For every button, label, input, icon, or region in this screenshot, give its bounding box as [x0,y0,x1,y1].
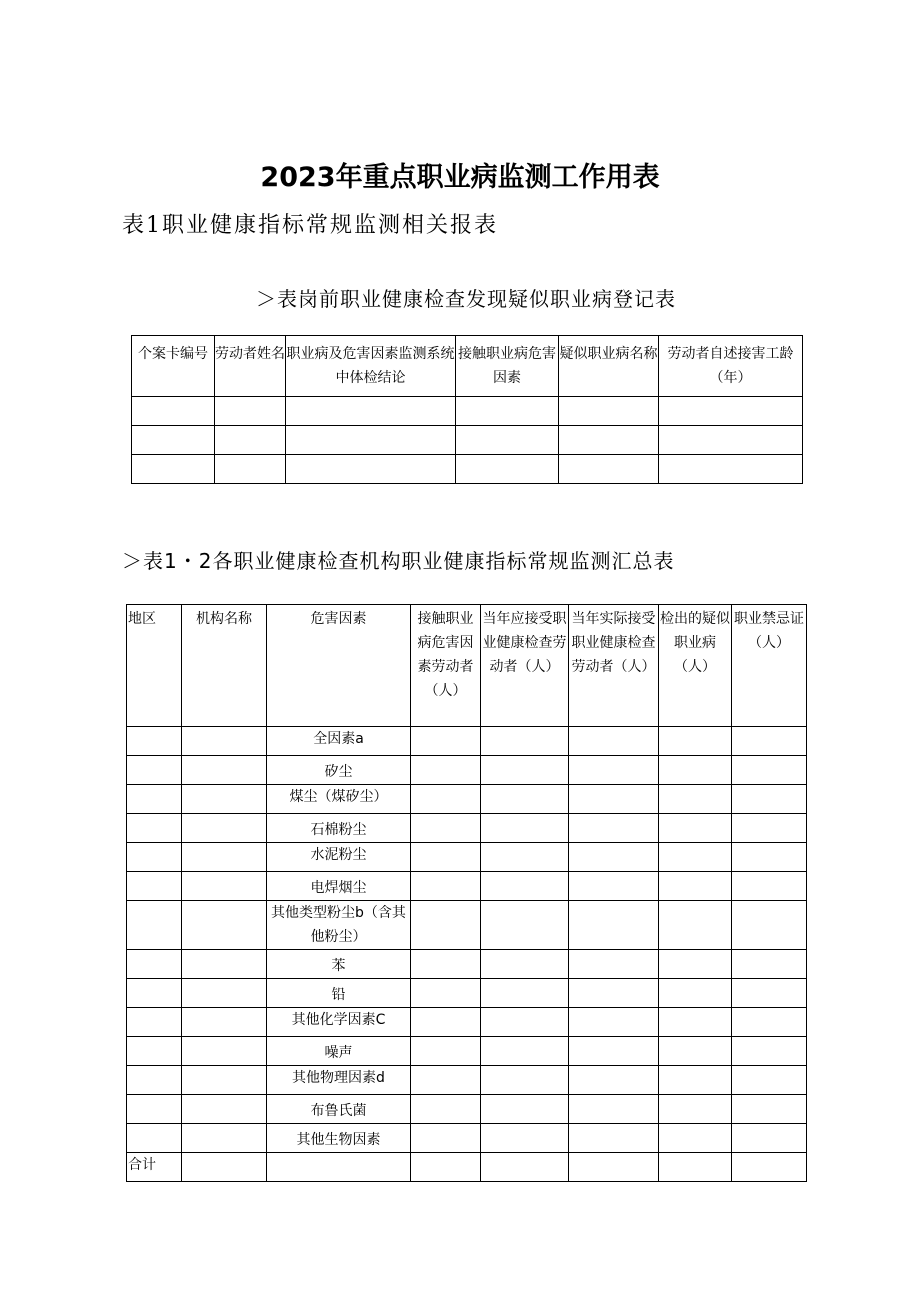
table-cell[interactable] [411,756,481,785]
table-cell[interactable] [286,426,456,455]
table-cell[interactable] [182,814,267,843]
table-cell[interactable] [411,843,481,872]
hazard-factor-cell: 全因素a [267,727,411,756]
table1-header-exposure-years: 劳动者自述接害工龄（年） [659,336,803,397]
table-cell[interactable] [411,785,481,814]
table-cell[interactable] [481,1153,569,1182]
table-cell[interactable] [659,814,732,843]
total-label: 合计 [127,1153,182,1182]
hazard-factor-cell: 其他类型粉尘b（含其他粉尘） [267,901,411,950]
table-cell[interactable] [411,979,481,1008]
table-cell[interactable] [732,785,807,814]
document-title: 2023年重点职业病监测工作用表 [260,162,660,193]
table-cell[interactable] [267,1153,411,1182]
table-row [127,814,807,843]
hazard-factor-cell: 其他生物因素 [267,1124,411,1153]
table-cell[interactable] [182,785,267,814]
hazard-factor-cell: 电焊烟尘 [267,872,411,901]
table-cell[interactable] [411,814,481,843]
table-cell[interactable] [127,756,182,785]
table-cell[interactable] [732,1037,807,1066]
table-cell[interactable] [559,455,659,484]
table-row [127,1066,807,1095]
table-row [127,901,807,950]
table-cell[interactable] [732,872,807,901]
table-cell[interactable] [456,455,559,484]
table-cell[interactable] [659,1124,732,1153]
table-row [132,426,803,455]
table-cell[interactable] [732,1095,807,1124]
table-cell[interactable] [127,814,182,843]
table2-caption: ＞表1・2各职业健康检查机构职业健康指标常规监测汇总表 [122,549,675,573]
table2-header-hazard: 危害因素 [267,605,411,727]
table-cell[interactable] [732,950,807,979]
table-cell[interactable] [569,901,659,950]
table-cell[interactable] [559,397,659,426]
table-cell[interactable] [182,1008,267,1037]
health-indicator-summary-table [126,604,807,1182]
table-cell[interactable] [182,756,267,785]
table-cell[interactable] [569,785,659,814]
table-cell[interactable] [569,872,659,901]
table-cell[interactable] [127,1008,182,1037]
hazard-factor-cell: 铅 [267,979,411,1008]
table-cell[interactable] [481,950,569,979]
table-cell[interactable] [182,843,267,872]
table-row [127,843,807,872]
table1-header-worker-name: 劳动者姓名 [215,336,286,397]
table-row [127,872,807,901]
table-cell[interactable] [481,785,569,814]
table-cell[interactable] [659,950,732,979]
table2-header-actual-exam: 当年实际接受职业健康检查劳动者（人） [569,605,659,727]
hazard-factor-cell: 其他化学因素C [267,1008,411,1037]
table-cell[interactable] [132,426,215,455]
table-cell[interactable] [411,1153,481,1182]
table-row [127,727,807,756]
table-total-row [127,1153,807,1182]
hazard-factor-cell: 噪声 [267,1037,411,1066]
table-row [132,397,803,426]
table-cell[interactable] [732,843,807,872]
table-cell[interactable] [132,397,215,426]
hazard-factor-cell: 其他物理因素d [267,1066,411,1095]
table-cell[interactable] [732,1153,807,1182]
table-cell[interactable] [659,756,732,785]
table-cell[interactable] [732,979,807,1008]
table-cell[interactable] [569,979,659,1008]
table-row [127,756,807,785]
table-cell[interactable] [481,979,569,1008]
table-row [127,1095,807,1124]
table-cell[interactable] [569,756,659,785]
hazard-factor-cell: 矽尘 [267,756,411,785]
table-cell[interactable] [215,397,286,426]
table1-header-suspected-disease: 疑似职业病名称 [559,336,659,397]
table-cell[interactable] [659,1037,732,1066]
table2-header-row [127,605,807,727]
table-cell[interactable] [411,1124,481,1153]
table2-header-exposed-workers: 接触职业病危害因素劳动者（人） [411,605,481,727]
table-row [127,1124,807,1153]
table-cell[interactable] [569,1153,659,1182]
table-cell[interactable] [127,979,182,1008]
table-cell[interactable] [659,455,803,484]
table-cell[interactable] [732,1124,807,1153]
hazard-factor-cell: 布鲁氏菌 [267,1095,411,1124]
table-cell[interactable] [182,950,267,979]
table-cell[interactable] [659,979,732,1008]
table-cell[interactable] [659,1008,732,1037]
table-cell[interactable] [659,843,732,872]
table-cell[interactable] [456,397,559,426]
table2-header-due-exam: 当年应接受职业健康检查劳动者（人） [481,605,569,727]
table-cell[interactable] [411,1008,481,1037]
table-cell[interactable] [481,727,569,756]
table-cell[interactable] [481,1095,569,1124]
table-cell[interactable] [182,1153,267,1182]
table2-header-suspected: 检出的疑似职业病（人） [659,605,732,727]
table-cell[interactable] [659,872,732,901]
table-cell[interactable] [411,727,481,756]
table-cell[interactable] [481,814,569,843]
table-row [127,1008,807,1037]
hazard-factor-cell: 石棉粉尘 [267,814,411,843]
table-cell[interactable] [215,426,286,455]
hazard-factor-cell: 苯 [267,950,411,979]
table-cell[interactable] [659,785,732,814]
table-row [127,1037,807,1066]
table-row [127,950,807,979]
table-cell[interactable] [659,1153,732,1182]
table-cell[interactable] [411,901,481,950]
table-cell[interactable] [182,979,267,1008]
table1-header-hazard-factor: 接触职业病危害因素 [456,336,559,397]
table-cell[interactable] [127,1095,182,1124]
table-cell[interactable] [481,901,569,950]
table1-header-exam-conclusion: 职业病及危害因素监测系统中体检结论 [286,336,456,397]
table-cell[interactable] [215,455,286,484]
table-cell[interactable] [569,950,659,979]
table-cell[interactable] [132,455,215,484]
table-cell[interactable] [411,1037,481,1066]
table-cell[interactable] [732,756,807,785]
table-cell[interactable] [732,901,807,950]
table-cell[interactable] [481,872,569,901]
table-cell[interactable] [659,727,732,756]
table-cell[interactable] [182,1095,267,1124]
table2-header-contraindication: 职业禁忌证（人） [732,605,807,727]
table-cell[interactable] [569,843,659,872]
table-cell[interactable] [569,1037,659,1066]
table-cell[interactable] [732,1066,807,1095]
table-cell[interactable] [127,785,182,814]
table-cell[interactable] [411,950,481,979]
table-cell[interactable] [559,426,659,455]
table-row [127,785,807,814]
table-cell[interactable] [569,814,659,843]
table-cell[interactable] [286,455,456,484]
table-cell[interactable] [127,872,182,901]
table-cell[interactable] [411,1066,481,1095]
table-cell[interactable] [456,426,559,455]
table-cell[interactable] [481,1008,569,1037]
table2-header-region: 地区 [127,605,182,727]
hazard-factor-cell: 煤尘（煤矽尘） [267,785,411,814]
table-cell[interactable] [182,727,267,756]
table1-header-row [132,336,803,397]
table-cell[interactable] [127,1066,182,1095]
suspected-disease-register-table [131,335,803,484]
table-cell[interactable] [569,1066,659,1095]
table-cell[interactable] [481,756,569,785]
table-cell[interactable] [182,1037,267,1066]
table-cell[interactable] [127,843,182,872]
table-group-heading: 表1职业健康指标常规监测相关报表 [122,213,498,238]
table-cell[interactable] [127,727,182,756]
table-cell[interactable] [569,1124,659,1153]
table-cell[interactable] [659,1066,732,1095]
table-cell[interactable] [182,1066,267,1095]
table-cell[interactable] [127,1124,182,1153]
hazard-factor-cell: 水泥粉尘 [267,843,411,872]
table2-header-institution: 机构名称 [182,605,267,727]
table-cell[interactable] [569,1095,659,1124]
table-cell[interactable] [659,901,732,950]
table-cell[interactable] [481,1066,569,1095]
table-cell[interactable] [569,727,659,756]
table-cell[interactable] [182,872,267,901]
table-cell[interactable] [569,1008,659,1037]
table-cell[interactable] [659,397,803,426]
table-cell[interactable] [659,426,803,455]
table-cell[interactable] [732,727,807,756]
table-cell[interactable] [286,397,456,426]
table-cell[interactable] [659,1095,732,1124]
table-cell[interactable] [127,901,182,950]
table-cell[interactable] [127,950,182,979]
table-row [127,979,807,1008]
table-cell[interactable] [732,1008,807,1037]
table-cell[interactable] [732,814,807,843]
table-cell[interactable] [481,843,569,872]
table-cell[interactable] [182,1124,267,1153]
table-cell[interactable] [127,1037,182,1066]
table-cell[interactable] [411,872,481,901]
table1-header-case-id: 个案卡编号 [132,336,215,397]
table1-caption: ＞表岗前职业健康检查发现疑似职业病登记表 [256,287,676,311]
table-cell[interactable] [481,1124,569,1153]
table-cell[interactable] [481,1037,569,1066]
table-cell[interactable] [411,1095,481,1124]
table-row [132,455,803,484]
table-cell[interactable] [182,901,267,950]
